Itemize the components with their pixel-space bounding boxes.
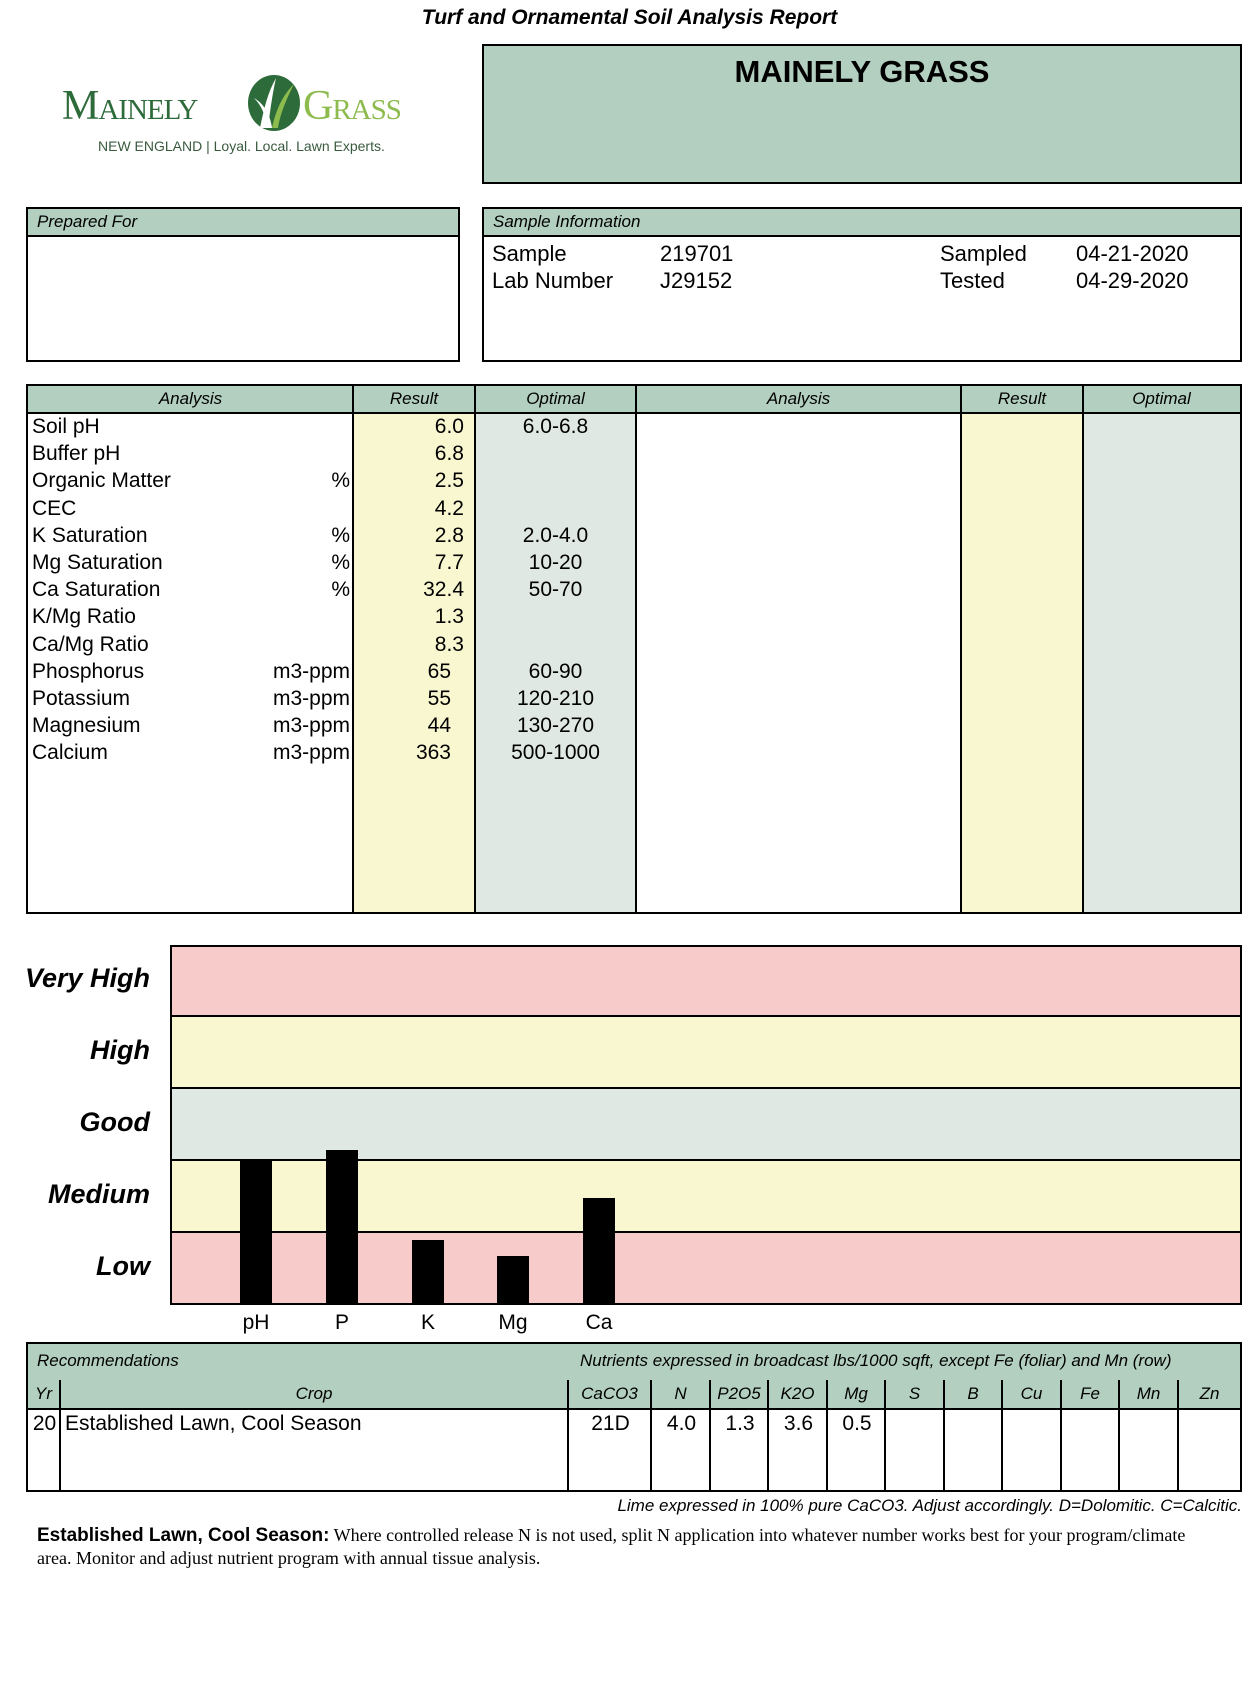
prepared-for-box — [26, 207, 460, 362]
lime-note: Lime expressed in 100% pure CaCO3. Adjust accordingly. D=Dolomitic. C=Calcitic. — [617, 1496, 1242, 1515]
analysis-row-result: 55 — [427, 687, 451, 710]
analysis-row-optimal: 120-210 — [516, 687, 595, 710]
bar-ph — [240, 1161, 272, 1305]
company-box — [482, 44, 1242, 184]
x-tick-label: P — [334, 1311, 349, 1334]
analysis-row-optimal: 500-1000 — [511, 741, 600, 765]
logo-tagline: NEW ENGLAND | Loyal. Local. Lawn Experts. — [98, 138, 385, 154]
rec-column-header: K2O — [769, 1380, 828, 1408]
level-label: Low — [96, 1251, 150, 1281]
analysis-row-result: 4.2 — [434, 496, 464, 520]
analysis-row-name: Ca Saturation — [32, 578, 161, 602]
analysis-table — [26, 384, 1242, 914]
analysis-row-name: K/Mg Ratio — [32, 605, 136, 629]
analysis-row-result: 8.3 — [434, 632, 464, 656]
result-header-2: Result — [961, 386, 1083, 414]
analysis-row-unit — [228, 413, 350, 440]
analysis-header-2: Analysis — [636, 386, 961, 414]
analysis-row-name: Potassium — [32, 687, 131, 710]
recommendations-header-bar — [28, 1344, 1240, 1382]
analysis-row-unit: % — [331, 551, 350, 574]
optimal-header-2: Optimal — [1083, 386, 1240, 414]
tested-date: 04-29-2020 — [1076, 268, 1189, 293]
analysis-row-unit — [228, 603, 350, 630]
analysis-row-result: 44 — [427, 714, 451, 738]
recommendations-header: Recommendations — [37, 1351, 179, 1370]
analysis-row-unit: m3-ppm — [272, 714, 350, 738]
bar-k — [412, 1240, 444, 1305]
company-logo — [60, 70, 440, 160]
x-tick-label: pH — [242, 1311, 270, 1334]
analysis-row-name: Soil pH — [32, 415, 100, 438]
rec-column-header: Cu — [1003, 1380, 1062, 1408]
analysis-row-result: 2.8 — [434, 523, 464, 547]
tested-label: Tested — [940, 268, 1005, 293]
analysis-row-unit — [228, 440, 350, 467]
analysis-row-optimal — [475, 603, 636, 630]
level-band — [170, 945, 1242, 1017]
analysis-row-result: 363 — [415, 741, 451, 765]
analysis-row-result: 65 — [427, 659, 451, 683]
level-label: Good — [79, 1107, 150, 1137]
rec-column-header: Crop — [61, 1380, 569, 1408]
analysis-row-unit — [228, 631, 350, 658]
crop-note — [37, 1524, 1207, 1569]
analysis-row-name: Phosphorus — [32, 659, 145, 683]
analysis-row-name: Organic Matter — [32, 469, 171, 493]
logo-word-mainely: Mainely — [62, 83, 198, 129]
crop-note-text: Where controlled release N is not used, split N application into whatever number works best for your program/climate area. Monitor and adjust nutrient program with annual tissue analysis. — [37, 1525, 1186, 1568]
analysis-name-column-2 — [636, 386, 961, 912]
level-label: High — [90, 1035, 150, 1065]
analysis-row-unit: m3-ppm — [272, 687, 350, 710]
analysis-row-name: Calcium — [32, 741, 108, 765]
analysis-row-name: Magnesium — [32, 714, 141, 738]
lab-number-label: Lab Number — [492, 268, 614, 293]
company-name: MAINELY GRASS — [734, 54, 990, 89]
analysis-row-unit: m3-ppm — [272, 659, 350, 683]
rec-column-header: Yr — [28, 1380, 61, 1408]
optimal-column-2 — [1083, 386, 1240, 912]
grass-leaf-icon — [246, 74, 302, 132]
sampled-date: 04-21-2020 — [1076, 241, 1189, 266]
level-label: Medium — [47, 1179, 150, 1209]
recommendations-table — [26, 1342, 1242, 1492]
analysis-row-optimal — [475, 631, 636, 658]
analysis-row-result: 7.7 — [434, 551, 464, 574]
analysis-row-optimal: 60-90 — [528, 659, 583, 683]
analysis-row-optimal: 10-20 — [528, 551, 583, 574]
lab-number-value: J29152 — [660, 268, 733, 293]
analysis-row-optimal: 6.0-6.8 — [522, 415, 589, 438]
analysis-row-result: 32.4 — [423, 578, 464, 602]
rec-column-header: CaCO3 — [569, 1380, 652, 1408]
analysis-row-name: Mg Saturation — [32, 551, 163, 574]
analysis-row-unit: % — [331, 578, 350, 602]
result-column-2 — [961, 386, 1083, 912]
rec-column-header: S — [886, 1380, 945, 1408]
rec-column-header: N — [652, 1380, 711, 1408]
rec-column-header: Fe — [1062, 1380, 1120, 1408]
rec-column-header: Zn — [1199, 1384, 1220, 1403]
sample-info-header: Sample Information — [484, 209, 1240, 237]
bar-ca — [583, 1198, 615, 1305]
analysis-row-optimal: 2.0-4.0 — [522, 523, 589, 547]
x-tick-label: K — [420, 1311, 435, 1334]
analysis-row-name: K Saturation — [32, 523, 148, 547]
rec-column-header: P2O5 — [711, 1380, 769, 1408]
analysis-row-unit: % — [331, 469, 350, 493]
recommendations-units-note: Nutrients expressed in broadcast lbs/1000 sqft, except Fe (foliar) and Mn (row) — [580, 1351, 1172, 1370]
analysis-row-unit — [228, 495, 350, 522]
analysis-row-result: 2.5 — [434, 469, 464, 493]
analysis-row-name: CEC — [32, 496, 77, 520]
optimal-header: Optimal — [475, 386, 636, 414]
rec-value: 4.0 — [666, 1412, 697, 1435]
analysis-row-result: 6.8 — [434, 442, 464, 466]
analysis-row-optimal — [475, 467, 636, 494]
rec-value: 20 — [32, 1412, 57, 1435]
prepared-for-header: Prepared For — [28, 209, 458, 237]
x-tick-label: Mg — [498, 1311, 528, 1334]
sample-value: 219701 — [660, 241, 734, 266]
bar-p — [326, 1150, 358, 1305]
sample-info-box — [482, 207, 1242, 362]
rec-column-header: Mn — [1120, 1380, 1179, 1408]
level-band — [170, 1015, 1242, 1089]
result-header: Result — [353, 386, 475, 414]
level-label: Very High — [24, 963, 150, 993]
analysis-row-optimal — [475, 495, 636, 522]
analysis-row-unit: m3-ppm — [272, 741, 350, 765]
logo-word-grass: Grass — [303, 83, 401, 129]
analysis-row-name: Buffer pH — [32, 442, 121, 466]
analysis-row-unit: % — [331, 523, 350, 547]
rec-value: 0.5 — [842, 1412, 872, 1435]
rec-value: 21D — [591, 1412, 630, 1435]
rec-column-header: B — [945, 1380, 1003, 1408]
crop-note-label: Established Lawn, Cool Season: — [37, 1525, 330, 1546]
x-tick-label: Ca — [585, 1311, 613, 1334]
recommendations-column-headers — [28, 1380, 1240, 1410]
report-title: Turf and Ornamental Soil Analysis Report — [421, 6, 838, 29]
sample-label: Sample — [492, 241, 567, 266]
analysis-row-optimal — [475, 440, 636, 467]
rec-column-header: Mg — [828, 1380, 886, 1408]
bar-mg — [497, 1256, 529, 1305]
analysis-row-result: 1.3 — [434, 605, 464, 629]
rec-value: 1.3 — [725, 1412, 755, 1435]
sampled-label: Sampled — [940, 241, 1027, 266]
rec-value: Established Lawn, Cool Season — [65, 1412, 362, 1435]
analysis-row-result: 6.0 — [434, 415, 464, 438]
analysis-header: Analysis — [28, 386, 353, 414]
analysis-row-optimal: 130-270 — [516, 714, 595, 738]
analysis-row-optimal: 50-70 — [528, 578, 583, 602]
rec-value: 3.6 — [783, 1412, 814, 1435]
analysis-row-name: Ca/Mg Ratio — [32, 632, 149, 656]
